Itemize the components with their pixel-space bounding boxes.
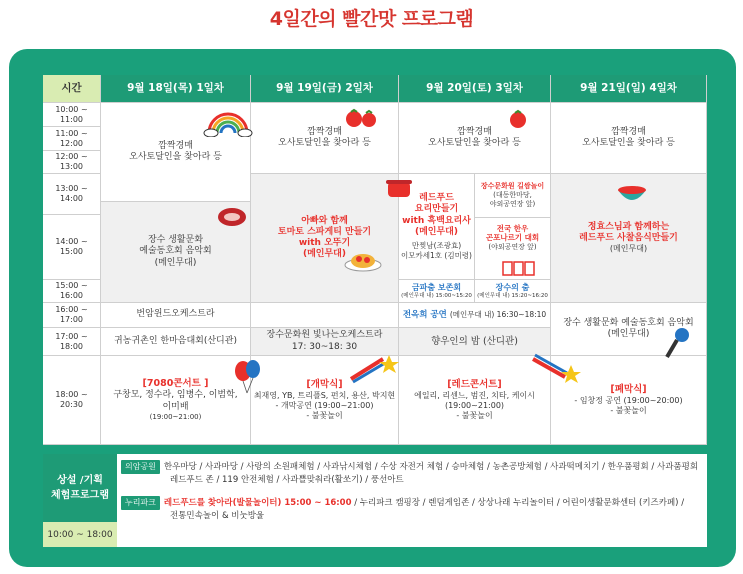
day4-concert-title: 장수 생활문화 예술동호회 음악회 <box>563 317 694 328</box>
tomato-icon <box>343 107 379 129</box>
day3-redconcert-people: 에일리, 리센느, 범진, 치타, 케이시 <box>414 390 535 400</box>
permanent-list <box>117 454 707 547</box>
rainbow-icon <box>203 111 253 137</box>
hay-bale-icon <box>501 259 537 277</box>
day4-closing-detail: - 임창정 공연 (19:00~20:00) <box>574 395 683 405</box>
day3-hanwoo-place: (야외공연장 앞) <box>488 242 537 251</box>
permanent-programs <box>43 454 707 547</box>
day3-hanwoo-line: 전국 한우 <box>496 224 529 233</box>
day4-closing-title: [폐막식] <box>610 384 647 396</box>
nuri-row <box>121 496 707 510</box>
day4-auction-desc: 오사토달인을 찾아라 등 <box>582 138 675 148</box>
day1-wind: 번암윈드오케스트라 <box>101 303 251 328</box>
uiam-chip: 의암공원 <box>121 460 160 474</box>
spaghetti-icon <box>343 243 383 273</box>
day1-7080-time: (19:00~21:00) <box>149 412 202 421</box>
day2-orchestra-title: 장수문화원 빛나는오케스트라 <box>266 330 383 341</box>
header-time: 시간 <box>43 75 101 103</box>
nuri-chip: 누리파크 <box>121 496 160 510</box>
day3-chef: 만찢남(조광효) <box>411 241 462 251</box>
day3-national-time: (메인무대 내) 16:30~18:10 <box>449 310 547 320</box>
day4-jeong-line: 정효스님과 함께하는 <box>587 221 670 232</box>
permanent-label-line: 체험프로그램 <box>51 490 109 501</box>
day3-auction-desc: 오사토달인을 찾아라 등 <box>428 138 521 148</box>
day2-opening-title: [개막식] <box>306 379 343 391</box>
day1-7080-concert <box>101 356 251 445</box>
microphone-icon <box>663 327 691 361</box>
day1-7080-people: 이미배 <box>162 401 189 412</box>
day4-concert-place: (메인무대) <box>607 329 650 339</box>
day2-fireworks: - 불꽃놀이 <box>306 410 343 420</box>
day3-jangsu-dance <box>475 280 551 303</box>
day1-concert-line: 예술동호회 음악회 <box>139 246 212 257</box>
day4-jeong-line: 레드푸드 사찰음식만들기 <box>579 233 678 243</box>
time-slot: 14:00 ~ 15:00 <box>43 215 101 280</box>
day3-hanwoo-line: 곤포나르기 대회 <box>485 233 540 243</box>
day2-opening-perf: - 개막공연 (19:00~21:00) <box>275 400 374 410</box>
day3-redfood-line: (메인무대) <box>414 226 458 237</box>
day4-fireworks: - 불꽃놀이 <box>610 405 647 415</box>
day2-auction-desc: 오사토달인을 찾아라 등 <box>278 138 371 148</box>
day1-concert-line: (메인무대) <box>154 257 197 268</box>
day3-redconcert <box>399 356 551 445</box>
uiam-programs: 한우마당 / 사과마당 / 사랑의 소원패체험 / 사과낚시체험 / 수상 자전거 체험 / 승마체험 / 농촌공방체험 / 사과떡메치기 / 한우품평회 / 사과품평회 <box>163 462 699 472</box>
day1-concert-line: 장수 생활문화 <box>147 235 204 246</box>
day2-opening-people: 최재영, YB, 트리플S, 펀치, 용산, 박지현 <box>253 390 396 400</box>
day1-hanmaeum: 귀농귀촌인 한마음대회(산디관) <box>101 328 251 356</box>
header-day-3: 9월 20일(토) 3일차 <box>399 75 551 103</box>
time-slot: 17:00 ~ 18:00 <box>43 328 101 356</box>
day1-auction-desc: 오사토달인을 찾아라 등 <box>129 152 222 162</box>
day3-national-title: 전옥희 공연 <box>402 309 447 320</box>
day3-redfood-line: with 흑백요리사 <box>402 215 471 226</box>
day2-spaghetti-line: 아빠와 함께 <box>301 215 348 226</box>
meat-icon <box>216 205 248 229</box>
day2-spaghetti <box>251 174 399 303</box>
bowl-icon <box>615 180 649 206</box>
day4-jeong-place: (메인무대) <box>609 244 648 254</box>
shooting-star-icon <box>531 351 581 385</box>
time-slot: 16:00 ~ 17:00 <box>43 303 101 328</box>
day3-redconcert-time: (19:00~21:00) <box>444 400 505 410</box>
balloon-icon <box>233 360 263 394</box>
schedule-table <box>43 75 707 445</box>
time-slot: 15:00 ~ 16:00 <box>43 280 101 303</box>
time-slot: 18:00 ~ 20:30 <box>43 356 101 445</box>
day3-redfood-line: 레드푸드 <box>419 193 454 204</box>
time-slot: 10:00 ~ 11:00 <box>43 103 101 127</box>
day2-empty <box>251 303 399 328</box>
time-slot: 12:00 ~ 13:00 <box>43 151 101 174</box>
time-slot: 11:00 ~ 12:00 <box>43 127 101 151</box>
page-title: 4일간의 빨간맛 프로그램 <box>269 8 474 30</box>
uiam-programs-2: 레드푸드 존 / 119 안전체험 / 사과쁠맞춰라(활쏘기) / 풍선아트 <box>170 475 404 486</box>
day3-national <box>399 303 551 328</box>
day3-jeolgut-place: 야외공연장 앞) <box>489 199 536 208</box>
day3-gyeolpil-time: (메인무대 내) 15:00~15:20 <box>401 292 472 299</box>
day1-7080-people: 구창모, 정수라, 임병수, 이범학, <box>113 390 238 401</box>
day3-hyangu: 향우인의 밤 (산디관) <box>399 328 551 356</box>
tomato-icon <box>507 109 529 129</box>
day3-fireworks: - 불꽃놀이 <box>456 410 493 420</box>
day3-jangsu-dance-title: 장수의 춤 <box>495 282 530 292</box>
uiam-row <box>121 460 707 474</box>
header-day-2: 9월 19일(금) 2일차 <box>251 75 399 103</box>
day3-redfood-line: 요리만들기 <box>414 204 459 215</box>
day3-gyeolpil <box>399 280 475 303</box>
day3-chef: 이모카세1호 (김미령) <box>401 250 472 260</box>
day2-spaghetti-line: 토마토 스파게티 만들기 <box>277 226 372 237</box>
day2-auction-title: 깜짝경매 <box>307 126 342 137</box>
permanent-label-line: 상설 /기획 <box>57 475 103 486</box>
day3-jeolgut-title: 장수문화원 길쌈놀이 <box>480 182 545 191</box>
pot-icon <box>384 174 414 200</box>
day4-auction <box>551 103 707 174</box>
header-day-4: 9월 21일(일) 4일차 <box>551 75 707 103</box>
day3-jeolgut-place: (대동한마당, <box>493 191 532 200</box>
day3-gyeolpil-title: 금파춤 보존회 <box>411 282 462 292</box>
permanent-time: 10:00 ~ 18:00 <box>43 522 117 547</box>
day3-redconcert-title: [레드콘서트] <box>447 379 502 391</box>
time-slot: 13:00 ~ 14:00 <box>43 174 101 215</box>
nuri-programs-2: 전통민속놀이 & 비눗방울 <box>170 510 265 521</box>
day2-orchestra-time: 17: 30~18: 30 <box>291 341 358 352</box>
nuri-highlight: 레드푸드를 찾아라(발물놀이터) 15:00 ~ 16:00 <box>163 497 352 508</box>
day3-auction-title: 깜짝경매 <box>457 126 492 137</box>
nuri-programs: / 누리파크 캠핑장 / 렌덤게임존 / 상상나래 누리놀이터 / 어린이생활문화센터 (키즈카페) / <box>351 497 685 508</box>
day2-spaghetti-line: with 오뚜기 <box>298 238 351 248</box>
shooting-star-icon <box>349 351 399 385</box>
day1-auction-title: 깜짝경매 <box>158 140 193 151</box>
day2-spaghetti-line: (메인무대) <box>302 249 346 260</box>
header-day-1: 9월 18일(목) 1일차 <box>101 75 251 103</box>
day4-auction-title: 깜짝경매 <box>611 126 646 137</box>
permanent-label <box>43 454 117 522</box>
day3-jangsu-dance-time: (메인무대 내) 15:20~16:20 <box>477 292 548 299</box>
day3-jeolgut <box>475 174 551 218</box>
day1-7080-title: [7080콘서트 ] <box>142 378 209 390</box>
